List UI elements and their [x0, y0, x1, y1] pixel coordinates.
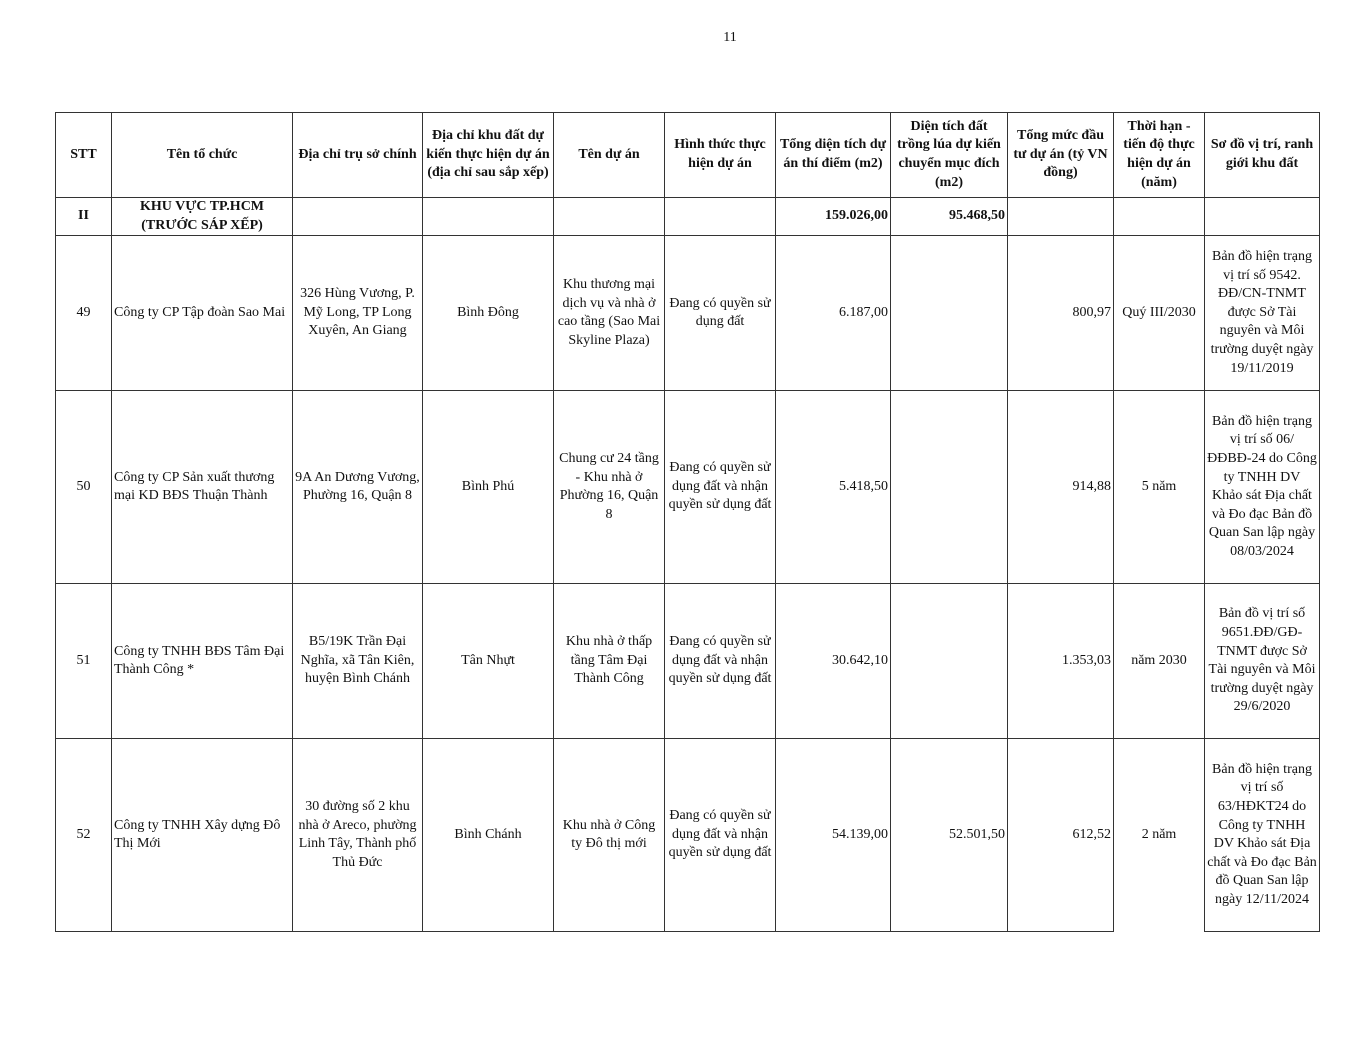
- section-total-area: 159.026,00: [776, 198, 891, 236]
- header-form: Hình thức thực hiện dự án: [665, 113, 776, 198]
- cell-site: Tân Nhựt: [423, 584, 554, 739]
- section-row: [56, 198, 1320, 236]
- table-row: [56, 236, 1320, 391]
- cell-org: Công ty TNHH Xây dựng Đô Thị Mới: [112, 739, 293, 932]
- header-site: Địa chỉ khu đất dự kiến thực hiện dự án (địa chỉ sau sắp xếp): [423, 113, 554, 198]
- empty-cell: [1205, 198, 1320, 236]
- empty-cell: [1008, 198, 1114, 236]
- header-invest: Tổng mức đầu tư dự án (tỷ VN đồng): [1008, 113, 1114, 198]
- section-rice-area: 95.468,50: [891, 198, 1008, 236]
- cell-form: Đang có quyền sử dụng đất và nhận quyền sử dụng đất: [665, 584, 776, 739]
- cell-invest: 914,88: [1008, 391, 1114, 584]
- cell-map: Bản đồ vị trí số 9651.ĐĐ/GĐ-TNMT được Sở Tài nguyên và Môi trường duyệt ngày 29/6/2020: [1205, 584, 1320, 739]
- table-row: [56, 739, 1320, 932]
- cell-stt: 52: [56, 739, 112, 932]
- table-header-row: [56, 113, 1320, 198]
- cell-area: 6.187,00: [776, 236, 891, 391]
- empty-cell: [423, 198, 554, 236]
- cell-project: Chung cư 24 tầng - Khu nhà ở Phường 16, Quận 8: [554, 391, 665, 584]
- header-project: Tên dự án: [554, 113, 665, 198]
- cell-term: 5 năm: [1114, 391, 1205, 584]
- cell-rice: 52.501,50: [891, 739, 1008, 932]
- cell-project: Khu nhà ở Công ty Đô thị mới: [554, 739, 665, 932]
- cell-rice: [891, 584, 1008, 739]
- empty-cell: [293, 198, 423, 236]
- header-stt: STT: [56, 113, 112, 198]
- cell-form: Đang có quyền sử dụng đất: [665, 236, 776, 391]
- cell-area: 54.139,00: [776, 739, 891, 932]
- cell-project: Khu nhà ở thấp tầng Tâm Đại Thành Công: [554, 584, 665, 739]
- cell-map: Bản đồ hiện trạng vị trí số 63/HĐKT24 do Công ty TNHH DV Khảo sát Địa chất và Đo đạc Bản đồ Quan San lập ngày 12/11/2024: [1205, 739, 1320, 932]
- header-org: Tên tổ chức: [112, 113, 293, 198]
- cell-term: 2 năm: [1114, 739, 1205, 932]
- cell-site: Bình Đông: [423, 236, 554, 391]
- cell-term: Quý III/2030: [1114, 236, 1205, 391]
- table-row: [56, 391, 1320, 584]
- cell-hq: 326 Hùng Vương, P. Mỹ Long, TP Long Xuyên, An Giang: [293, 236, 423, 391]
- page-number: 11: [723, 30, 737, 45]
- cell-stt: 51: [56, 584, 112, 739]
- cell-invest: 612,52: [1008, 739, 1114, 932]
- cell-stt: 49: [56, 236, 112, 391]
- cell-rice: [891, 236, 1008, 391]
- cell-org: Công ty CP Tập đoàn Sao Mai: [112, 236, 293, 391]
- cell-map: Bản đồ hiện trạng vị trí số 9542. ĐĐ/CN-TNMT được Sở Tài nguyên và Môi trường duyệt ngày 19/11/2019: [1205, 236, 1320, 391]
- cell-stt: 50: [56, 391, 112, 584]
- empty-cell: [665, 198, 776, 236]
- cell-hq: B5/19K Trần Đại Nghĩa, xã Tân Kiên, huyện Bình Chánh: [293, 584, 423, 739]
- section-name: KHU VỰC TP.HCM (TRƯỚC SÁP XẾP): [112, 198, 293, 236]
- cell-site: Bình Phú: [423, 391, 554, 584]
- cell-form: Đang có quyền sử dụng đất và nhận quyền sử dụng đất: [665, 391, 776, 584]
- cell-org: Công ty TNHH BĐS Tâm Đại Thành Công *: [112, 584, 293, 739]
- empty-cell: [554, 198, 665, 236]
- cell-hq: 9A An Dương Vương, Phường 16, Quận 8: [293, 391, 423, 584]
- header-rice: Diện tích đất trồng lúa dự kiến chuyển mục đích (m2): [891, 113, 1008, 198]
- cell-hq: 30 đường số 2 khu nhà ở Areco, phường Linh Tây, Thành phố Thủ Đức: [293, 739, 423, 932]
- cell-project: Khu thương mại dịch vụ và nhà ở cao tầng (Sao Mai Skyline Plaza): [554, 236, 665, 391]
- cell-invest: 1.353,03: [1008, 584, 1114, 739]
- cell-term: năm 2030: [1114, 584, 1205, 739]
- cell-form: Đang có quyền sử dụng đất và nhận quyền sử dụng đất: [665, 739, 776, 932]
- header-area: Tổng diện tích dự án thí điểm (m2): [776, 113, 891, 198]
- cell-site: Bình Chánh: [423, 739, 554, 932]
- cell-area: 5.418,50: [776, 391, 891, 584]
- header-map: Sơ đồ vị trí, ranh giới khu đất: [1205, 113, 1320, 198]
- empty-cell: [1114, 198, 1205, 236]
- cell-invest: 800,97: [1008, 236, 1114, 391]
- cell-area: 30.642,10: [776, 584, 891, 739]
- project-table: [55, 112, 1320, 932]
- header-term: Thời hạn - tiến độ thực hiện dự án (năm): [1114, 113, 1205, 198]
- header-hq: Địa chỉ trụ sở chính: [293, 113, 423, 198]
- section-stt: II: [56, 198, 112, 236]
- cell-rice: [891, 391, 1008, 584]
- cell-org: Công ty CP Sản xuất thương mại KD BĐS Thuận Thành: [112, 391, 293, 584]
- cell-map: Bản đồ hiện trạng vị trí số 06/ĐĐBĐ-24 do Công ty TNHH DV Khảo sát Địa chất và Đo đạc Bản đồ Quan San lập ngày 08/03/2024: [1205, 391, 1320, 584]
- table-row: [56, 584, 1320, 739]
